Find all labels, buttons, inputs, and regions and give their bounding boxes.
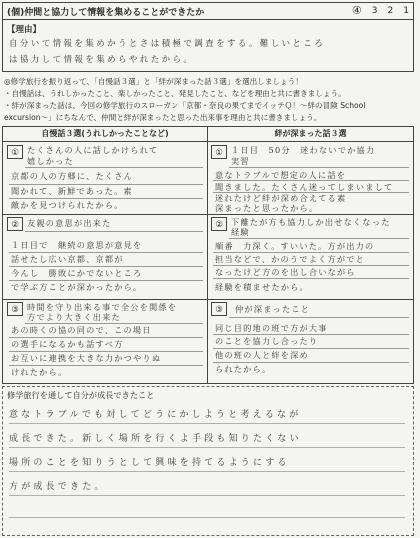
row-3-left-line-5: お互いに連携を大きな力かつやりぬ [11, 353, 162, 363]
row-1-left-line-1: たくさんの人に話しかけられて [27, 145, 159, 155]
row-1-right-line-6: 深まったと思ったから。 [215, 203, 319, 213]
self-eval-header [3, 3, 413, 20]
reflection-label: 修学旅行を通して自分が成長できたこと [7, 390, 155, 400]
rule [9, 184, 203, 185]
reflection-box [2, 386, 414, 536]
row-1-right-line-3: 意なトラブルで想定の人に話を [215, 170, 347, 180]
score-circled-4: ④ [351, 4, 362, 17]
row-3-left-line-4: の選手になるかも話すべ方 [11, 339, 124, 349]
rule [213, 362, 409, 363]
row-3-left-line-3: あの時くの協の同ので、この場日 [11, 325, 152, 335]
rule [229, 317, 409, 318]
reflection-line-2: 成長できた。新しく場所を行くよ手段も知りたくない [9, 434, 302, 444]
score-options [352, 4, 409, 17]
row-1-right-line-1: １日目 50分 迷わないでか協力 [231, 145, 376, 155]
rule [25, 167, 203, 168]
row-2-right-line-5: なったけど方のを出し合いながら [215, 267, 356, 277]
instruction-line-4: excursion〜」にちなんで、仲間と絆が深まったと思った出来事を理由と共に書きましょう。 [4, 113, 322, 122]
rule [9, 252, 203, 253]
row-3-right-line-1: 仲が深まったこと [235, 304, 311, 314]
rule [9, 351, 203, 352]
rule [9, 365, 203, 366]
score-1: 1 [403, 5, 409, 16]
row-2-left-line-4: 今んし 勝敗にかでないところ [11, 268, 143, 278]
row-2-left-line-5: で学ぶ方ことが深かったから。 [11, 282, 143, 292]
reflection-line-3: 場所のことを知りうとして興味を持てるようにする [9, 458, 290, 468]
rule [213, 278, 409, 279]
row-2-right-line-2: 経験 [231, 227, 250, 237]
row-3-right-line-5: られたから。 [215, 364, 272, 374]
reflection-line-4: 方が成長できた。 [9, 482, 107, 492]
row-2-right-line-1: 下離たが方も協力しか出せなくなった [231, 217, 391, 227]
rule [229, 167, 409, 168]
rule [9, 423, 405, 424]
rule [9, 337, 203, 338]
row-2-right-line-6: 経験を積ませたから。 [215, 282, 309, 292]
row-3-left-line-1: 時間を守り出来る事で全公を関係を [27, 302, 178, 312]
row-1-num-left: ① [7, 145, 23, 159]
score-2: 2 [387, 5, 394, 16]
rule [25, 323, 203, 324]
stories-table [2, 126, 414, 384]
rule [9, 280, 203, 281]
row-3-right-line-2: 同じ目的地の班で方が大事 [215, 323, 328, 333]
row-1-left-line-3: 京都の人の方郷に、たくさん [11, 171, 134, 181]
rule [213, 348, 409, 349]
row-3-right-line-3: のことを協力し合ったり [215, 336, 319, 346]
rule [229, 238, 409, 239]
row-1-right-line-2: 実習 [231, 156, 250, 166]
row-1-num-right: ① [211, 145, 227, 159]
rule [213, 334, 409, 335]
rule [213, 252, 409, 253]
rule [9, 495, 405, 496]
rule [25, 231, 203, 232]
row-2-num-left: ② [7, 217, 23, 231]
rule [9, 517, 405, 518]
instruction-line-2: ・自慢話は、うれしかったこと、楽しかったこと、発見したこと、などを理由と共に書きましょう。 [4, 89, 346, 98]
row-3-left-line-6: けれたから。 [11, 367, 68, 377]
reason-label: 【理由】 [7, 25, 42, 35]
instruction-line-3: ・絆が深まった話は、今回の修学旅行のスローガン「京都・奈良の果てまでイッテＱ！〜絆の冒険 School [4, 101, 366, 110]
row-3-right-line-4: 他の班の人と絆を深め [215, 350, 309, 360]
col-header-bond: 絆が深まった話３選 [208, 127, 413, 142]
row-2-left-line-2: １日目で 継続の意思が意見を [11, 240, 143, 250]
row-2-left-line-1: 友親の意思が出来た [27, 218, 112, 228]
rule [9, 266, 203, 267]
row-divider-2 [3, 299, 413, 300]
reflection-line-1: 意なトラブルでも対してどうにかしようと考えるなが [9, 410, 302, 420]
self-eval-title: (個)仲間と協力して情報を集めることができたか [7, 8, 205, 18]
row-2-left-line-3: 話せたし広い京都、京都が [11, 254, 124, 264]
self-eval-box [2, 2, 414, 72]
row-3-num-left: ③ [7, 302, 23, 316]
rule [9, 198, 203, 199]
reason-line-2: は協力して情報を集めらやれたから。 [9, 55, 195, 65]
table-divider [207, 127, 208, 383]
row-1-left-line-4: 聞かれて、新鮮であった。素 [11, 186, 133, 196]
row-1-left-line-2: 嬉しかった [27, 156, 74, 166]
col-header-boast: 自慢話３選(うれしかったことなど) [3, 127, 207, 142]
row-3-num-right: ③ [211, 302, 227, 316]
row-1-right-line-5: 迷れたけど絆が深め合えてる素 [215, 193, 347, 203]
row-2-num-right: ② [211, 217, 227, 231]
row-divider-1 [3, 214, 413, 215]
row-2-right-line-4: 担当などで、かのうでよく方がでと [215, 254, 366, 264]
rule [213, 180, 409, 181]
rule [9, 447, 405, 448]
reason-line-1: 自分いて情報を集めかうとさは積極で調査をする。難しいところ [9, 39, 326, 49]
row-1-left-line-5: 敵かを見つけられたから。 [11, 200, 124, 210]
rule [9, 471, 405, 472]
rule [213, 265, 409, 266]
row-1-right-line-4: 聞きました。たくさん迷ってしまいまして [215, 182, 394, 192]
row-3-left-line-2: 方でより大きく出来た [27, 312, 121, 322]
row-2-right-line-3: 順番 力深く。すいいた。方が出力の [215, 241, 375, 251]
instruction-line-1: ◎修学旅行を振り返って、「自慢話３選」と「絆が深まった話３選」を選出しましょう！ [4, 77, 303, 86]
score-3: 3 [371, 5, 378, 16]
